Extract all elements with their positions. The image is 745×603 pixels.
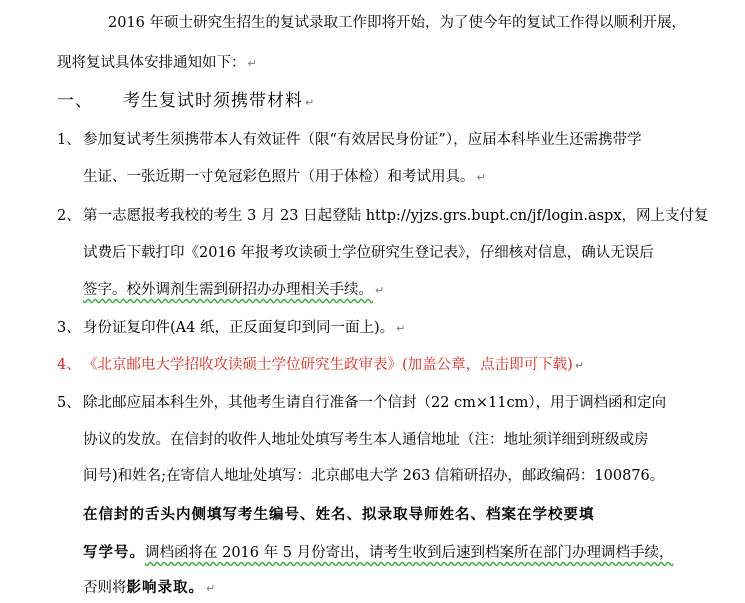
- section-title: 考生复试时须携带材料: [123, 91, 303, 111]
- intro-text-1: 2016 年硕士研究生招生的复试录取工作即将开始，为了使今年的复试工作得以顺利开展，: [108, 15, 687, 31]
- item-2-line-2: [83, 243, 654, 263]
- item-5-line-5: [83, 543, 674, 563]
- item-text: 协议的发放。在信封的收件人地址处填写考生本人通信地址（注：地址须详细到班级或房: [83, 432, 649, 448]
- item-text: 身份证复印件(A4 纸，正反面复印到同一面上)。: [83, 320, 395, 336]
- item-2-line-3: [83, 280, 384, 301]
- item-text: 签字。校外调剂生需到研招办办理相关手续。: [83, 282, 373, 298]
- intro-text-2: 现将复试具体安排通知如下：: [57, 55, 246, 71]
- item-text: 调档函将在 2016 年 5 月份寄出，请考生收到后速到档案所在部门办理调档手续，: [145, 545, 674, 561]
- download-form-link[interactable]: [83, 355, 584, 376]
- item-number: 1、: [57, 132, 81, 148]
- item-text: 参加复试考生须携带本人有效证件（限“有效居民身份证”），应届本科毕业生还需携带学: [83, 132, 642, 148]
- item-text-bold: 写学号。: [83, 545, 145, 561]
- paragraph-mark-icon: ↵: [206, 582, 216, 595]
- section-heading: [57, 91, 315, 113]
- item-text: 生证、一张近期一寸免冠彩色照片（用于体检）和考试用具。: [83, 169, 475, 185]
- item-text-with-url: 第一志愿报考我校的考生 3 月 23 日起登陆 http://yjzs.grs.bupt.cn/jf/login.aspx，网上支付复: [83, 208, 709, 224]
- item-2-line-1: [83, 206, 709, 226]
- paragraph-mark-icon: ↵: [396, 322, 406, 335]
- item-number: 4、: [57, 357, 81, 373]
- item-number: 2、: [57, 208, 81, 224]
- item-5-line-1: [83, 393, 666, 413]
- paragraph-mark-icon: ↵: [305, 96, 316, 109]
- item-text: 试费后下载打印《2016 年报考攻读硕士学位研究生登记表》，仔细核对信息，确认无误后: [83, 245, 654, 261]
- paragraph-mark-icon: ↵: [247, 57, 257, 70]
- item-5-line-2: [83, 430, 649, 450]
- item-1-line-1: [83, 130, 642, 150]
- item-5-line-3: [83, 466, 664, 486]
- section-number: 一、: [57, 91, 93, 111]
- item-text-bold: 影响录取。: [126, 580, 204, 596]
- item-text: 否则将: [83, 580, 127, 596]
- item-text: 间号)和姓名;在寄信人地址处填写：北京邮电大学 263 信箱研招办，邮政编码：100876。: [83, 468, 665, 484]
- item-3-line-1: [83, 318, 405, 339]
- paragraph-mark-icon: ↵: [476, 171, 486, 184]
- item-text: 除北邮应届本科生外，其他考生请自行准备一个信封（22 cm×11cm），用于调档函和定向: [83, 395, 667, 411]
- paragraph-mark-icon: ↵: [574, 359, 585, 372]
- item-1-line-2: [83, 167, 486, 188]
- item-number: 5、: [57, 395, 81, 411]
- intro-line-1: [108, 13, 686, 33]
- item-text-bold: 在信封的舌头内侧填写考生编号、姓名、拟录取导师姓名、档案在学校要填: [83, 507, 595, 523]
- download-form-link-text[interactable]: 《北京邮电大学招收攻读硕士学位研究生政审表》(加盖公章，点击即可下载): [83, 357, 573, 373]
- item-5-line-6: [83, 578, 215, 599]
- item-number: 3、: [57, 320, 81, 336]
- item-5-line-4-bold: [83, 505, 595, 525]
- paragraph-mark-icon: ↵: [375, 284, 385, 297]
- intro-line-2: [57, 53, 257, 74]
